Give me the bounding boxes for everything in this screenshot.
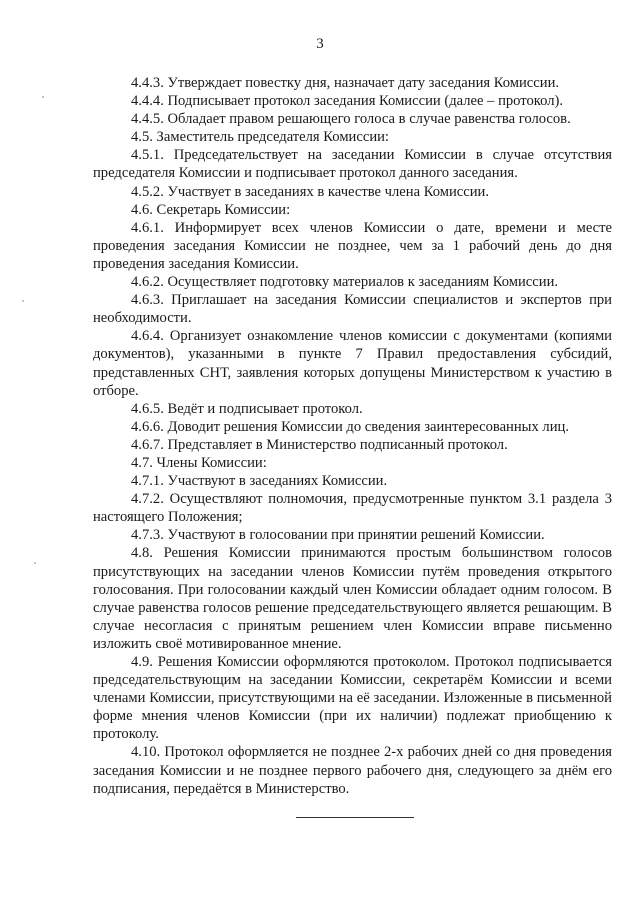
paragraph-4-10: 4.10. Протокол оформляется не позднее 2-х рабочих дней со дня проведения заседания Комиссии и не позднее первого рабочего дня, следующего за днём его подписания, передаётся в Министерство. — [93, 744, 612, 797]
paragraph-4-6-6: 4.6.6. Доводит решения Комиссии до сведения заинтересованных лиц. — [131, 418, 569, 435]
paragraph-4-5: 4.5. Заместитель председателя Комиссии: — [131, 129, 389, 146]
paragraph-4-7-3: 4.7.3. Участвуют в голосовании при принятии решений Комиссии. — [131, 527, 545, 544]
paragraph-4-6-2: 4.6.2. Осуществляет подготовку материалов к заседаниям Комиссии. — [131, 274, 559, 291]
page-number: 3 — [316, 36, 324, 52]
end-separator-line — [296, 817, 414, 818]
paragraph-4-5-1: 4.5.1. Председательствует на заседании Комиссии в случае отсутствия председателя Комиссии и подписывает протокол данного заседания. — [93, 147, 612, 182]
paragraph-4-4-4: 4.4.4. Подписывает протокол заседания Комиссии (далее – протокол). — [131, 93, 564, 110]
paragraph-4-6-5: 4.6.5. Ведёт и подписывает протокол. — [131, 400, 363, 417]
paragraph-4-7-2: 4.7.2. Осуществляют полномочия, предусмотренные пунктом 3.1 раздела 3 настоящего Положения; — [93, 491, 612, 526]
paragraph-4-7-1: 4.7.1. Участвуют в заседаниях Комиссии. — [131, 473, 388, 490]
paragraph-4-6-3: 4.6.3. Приглашает на заседания Комиссии специалистов и экспертов при необходимости. — [93, 292, 612, 327]
document-body — [93, 74, 612, 798]
paragraph-4-4-3: 4.4.3. Утверждает повестку дня, назначает дату заседания Комиссии. — [131, 75, 560, 91]
paragraph-4-4-5: 4.4.5. Обладает правом решающего голоса в случае равенства голосов. — [131, 111, 571, 128]
scan-speck — [22, 300, 24, 302]
paragraph-4-9: 4.9. Решения Комиссии оформляются протоколом. Протокол подписывается председательствующим на заседании Комиссии, секретарём Комиссии и всеми членами Комиссии, присутствующими на её заседании. Изложенные в письменной форме мнения членов Комиссии (при их наличии) подлежат приобщению к протоколу. — [93, 654, 612, 743]
paragraph-4-6-7: 4.6.7. Представляет в Министерство подписанный протокол. — [131, 436, 508, 453]
paragraph-4-8: 4.8. Решения Комиссии принимаются простым большинством голосов присутствующих на заседании членов Комиссии путём проведения открытого голосования. При голосовании каждый член Комиссии обладает одним голосом. В случае равенства голосов решение председательствующего является решающим. В случае несогласия с принятым решением член Комиссии вправе письменно изложить своё мотивированное мнение. — [93, 545, 612, 652]
scan-speck — [42, 96, 44, 98]
paragraph-4-5-2: 4.5.2. Участвует в заседаниях в качестве члена Комиссии. — [131, 183, 489, 200]
scan-speck — [34, 562, 36, 564]
paragraph-4-7: 4.7. Члены Комиссии: — [131, 454, 267, 471]
paragraph-4-6: 4.6. Секретарь Комиссии: — [131, 201, 291, 218]
paragraph-4-6-4: 4.6.4. Организует ознакомление членов комиссии с документами (копиями документов), указанными в пункте 7 Правил предоставления субсидий, представленных СНТ, заявления которых допущены Министерством к участию в отборе. — [93, 328, 612, 399]
paragraph-4-6-1: 4.6.1. Информирует всех членов Комиссии о дате, времени и месте проведения заседания Комиссии не позднее, чем за 1 рабочий день до дня проведения заседания Комиссии. — [93, 219, 612, 272]
